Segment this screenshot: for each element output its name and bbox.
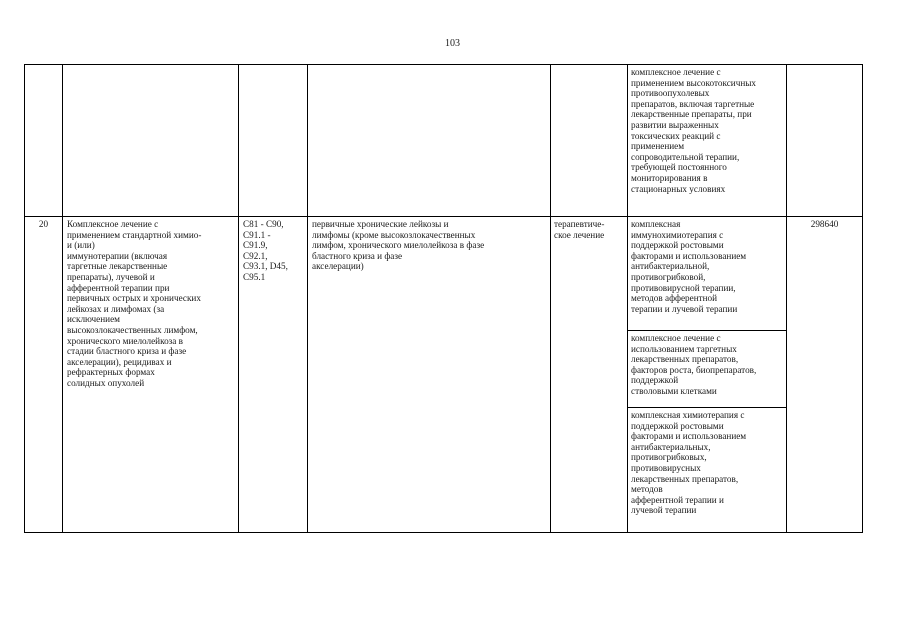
column-divider <box>627 64 628 533</box>
column-divider <box>238 64 239 533</box>
row-number-cell: 20 <box>38 219 49 229</box>
table-border-left <box>24 64 25 533</box>
treatment-type-cell: терапевтиче- ское лечение <box>554 219 605 240</box>
icd-codes-cell: C81 - C90, C91.1 - C91.9, C92.1, C93.1, D45, C95.1 <box>243 219 288 282</box>
table-border-top <box>24 64 863 65</box>
column-divider <box>550 64 551 533</box>
care-type-name-cell: Комплексное лечение с применением стандартной химио- и (или) иммунотерапии (включая таргетные лекарственные препараты), лучевой и афферентной терапии при первичных острых и хронических лейкозах и лимфомах (за исключением высокозлокачественных лимфом, хронического миелолейкоза в стадии бластного криза и фазе акселерации), рецидивах и рефрактерных формах солидных опухолей <box>67 219 202 388</box>
medical-care-table <box>24 64 863 533</box>
treatment-method-cell: комплексная химиотерапия с поддержкой ростовыми факторами и использованием антибактериальных, противогрибковых, противовирусных лекарственных препаратов, методов афферентной терапии и лучевой терапии <box>631 410 747 516</box>
row-separator <box>24 216 863 217</box>
column-divider <box>786 64 787 533</box>
treatment-method-cell: комплексная иммунохимиотерапия с поддержкой ростовыми факторами и использованием антибактериальной, противогрибковой, противовирусной терапии, методов афферентной терапии и лучевой терапии <box>631 219 747 314</box>
column-divider <box>62 64 63 533</box>
column-divider <box>307 64 308 533</box>
table-border-right <box>862 64 863 533</box>
methods-separator-1 <box>627 330 786 331</box>
methods-separator-2 <box>627 407 786 408</box>
page-number: 103 <box>445 38 460 49</box>
patient-model-cell: первичные хронические лейкозы и лимфомы (кроме высокозлокачественных лимфом, хронического миелолейкоза в фазе бластного криза и фазе акселерации) <box>312 219 485 272</box>
methods-cell-continuation: комплексное лечение с применением высокотоксичных противоопухолевых препаратов, включая таргетные лекарственные препараты, при развитии выраженных токсических реакций с применением сопроводительной терапии, требующей постоянного мониторирования в стационарных условиях <box>631 67 757 194</box>
treatment-method-cell: комплексное лечение с использованием таргетных лекарственных препаратов, факторов роста, биопрепаратов, поддержкой стволовыми клетками <box>631 333 757 396</box>
financial-norm-cell: 298640 <box>810 219 839 229</box>
table-border-bottom <box>24 532 863 533</box>
